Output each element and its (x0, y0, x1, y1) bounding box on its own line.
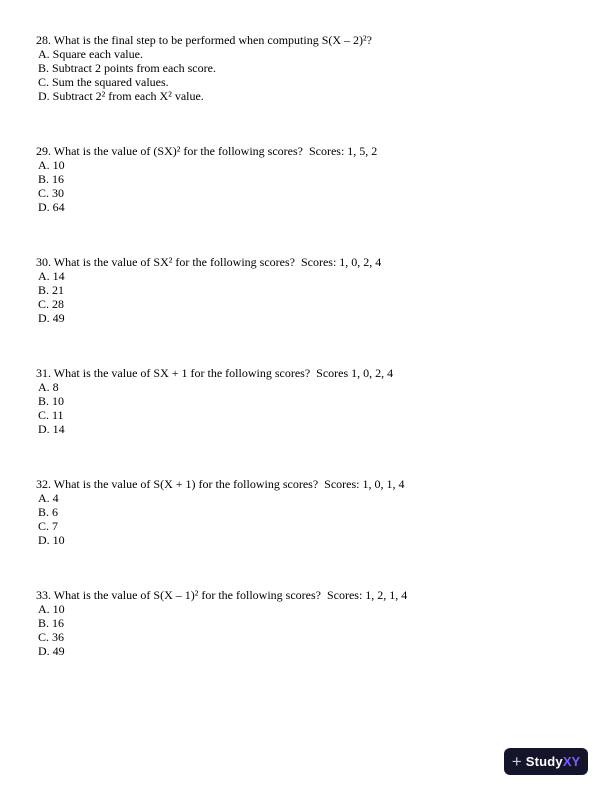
answer-option: A. 10 (38, 602, 65, 616)
question-text: 30. What is the value of SX² for the following scores? Scores: 1, 0, 2, 4 (36, 255, 382, 269)
question-block (36, 144, 584, 214)
plus-icon: + (511, 752, 522, 771)
studyxy-logo (504, 748, 588, 775)
answer-option: D. 10 (38, 533, 65, 547)
question-block (36, 588, 584, 658)
answer-option: A. 4 (38, 491, 59, 505)
logo-text-xy: XY (562, 754, 581, 769)
answer-option: B. 16 (38, 616, 65, 630)
question-text: 31. What is the value of SX + 1 for the following scores? Scores 1, 0, 2, 4 (36, 366, 394, 380)
answer-option: A. 14 (38, 269, 65, 283)
question-block (36, 366, 584, 436)
answer-option: D. 14 (38, 422, 65, 436)
answer-option: B. Subtract 2 points from each score. (38, 61, 216, 75)
answer-option: B. 21 (38, 283, 65, 297)
answer-option: B. 16 (38, 172, 65, 186)
answer-option: B. 6 (38, 505, 59, 519)
answer-option: C. Sum the squared values. (38, 75, 169, 89)
question-block (36, 255, 584, 325)
answer-option: D. 49 (38, 311, 65, 325)
answer-option: C. 30 (38, 186, 65, 200)
answer-option: C. 11 (38, 408, 64, 422)
answer-option: A. 10 (38, 158, 65, 172)
answer-option: C. 36 (38, 630, 65, 644)
logo-text-study: Study (525, 754, 563, 769)
question-text: 29. What is the value of (SX)² for the following scores? Scores: 1, 5, 2 (36, 144, 378, 158)
answer-option: D. Subtract 2² from each X² value. (38, 89, 204, 103)
answer-option: C. 7 (38, 519, 59, 533)
answer-option: A. 8 (38, 380, 59, 394)
question-block (36, 33, 584, 103)
question-text: 33. What is the value of S(X – 1)² for the following scores? Scores: 1, 2, 1, 4 (36, 588, 408, 602)
answer-option: C. 28 (38, 297, 65, 311)
answer-option: D. 64 (38, 200, 65, 214)
answer-option: D. 49 (38, 644, 65, 658)
question-text: 32. What is the value of S(X + 1) for the following scores? Scores: 1, 0, 1, 4 (36, 477, 405, 491)
question-block (36, 477, 584, 547)
question-text: 28. What is the final step to be performed when computing S(X – 2)²? (36, 33, 372, 47)
answer-option: B. 10 (38, 394, 65, 408)
answer-option: A. Square each value. (38, 47, 143, 61)
